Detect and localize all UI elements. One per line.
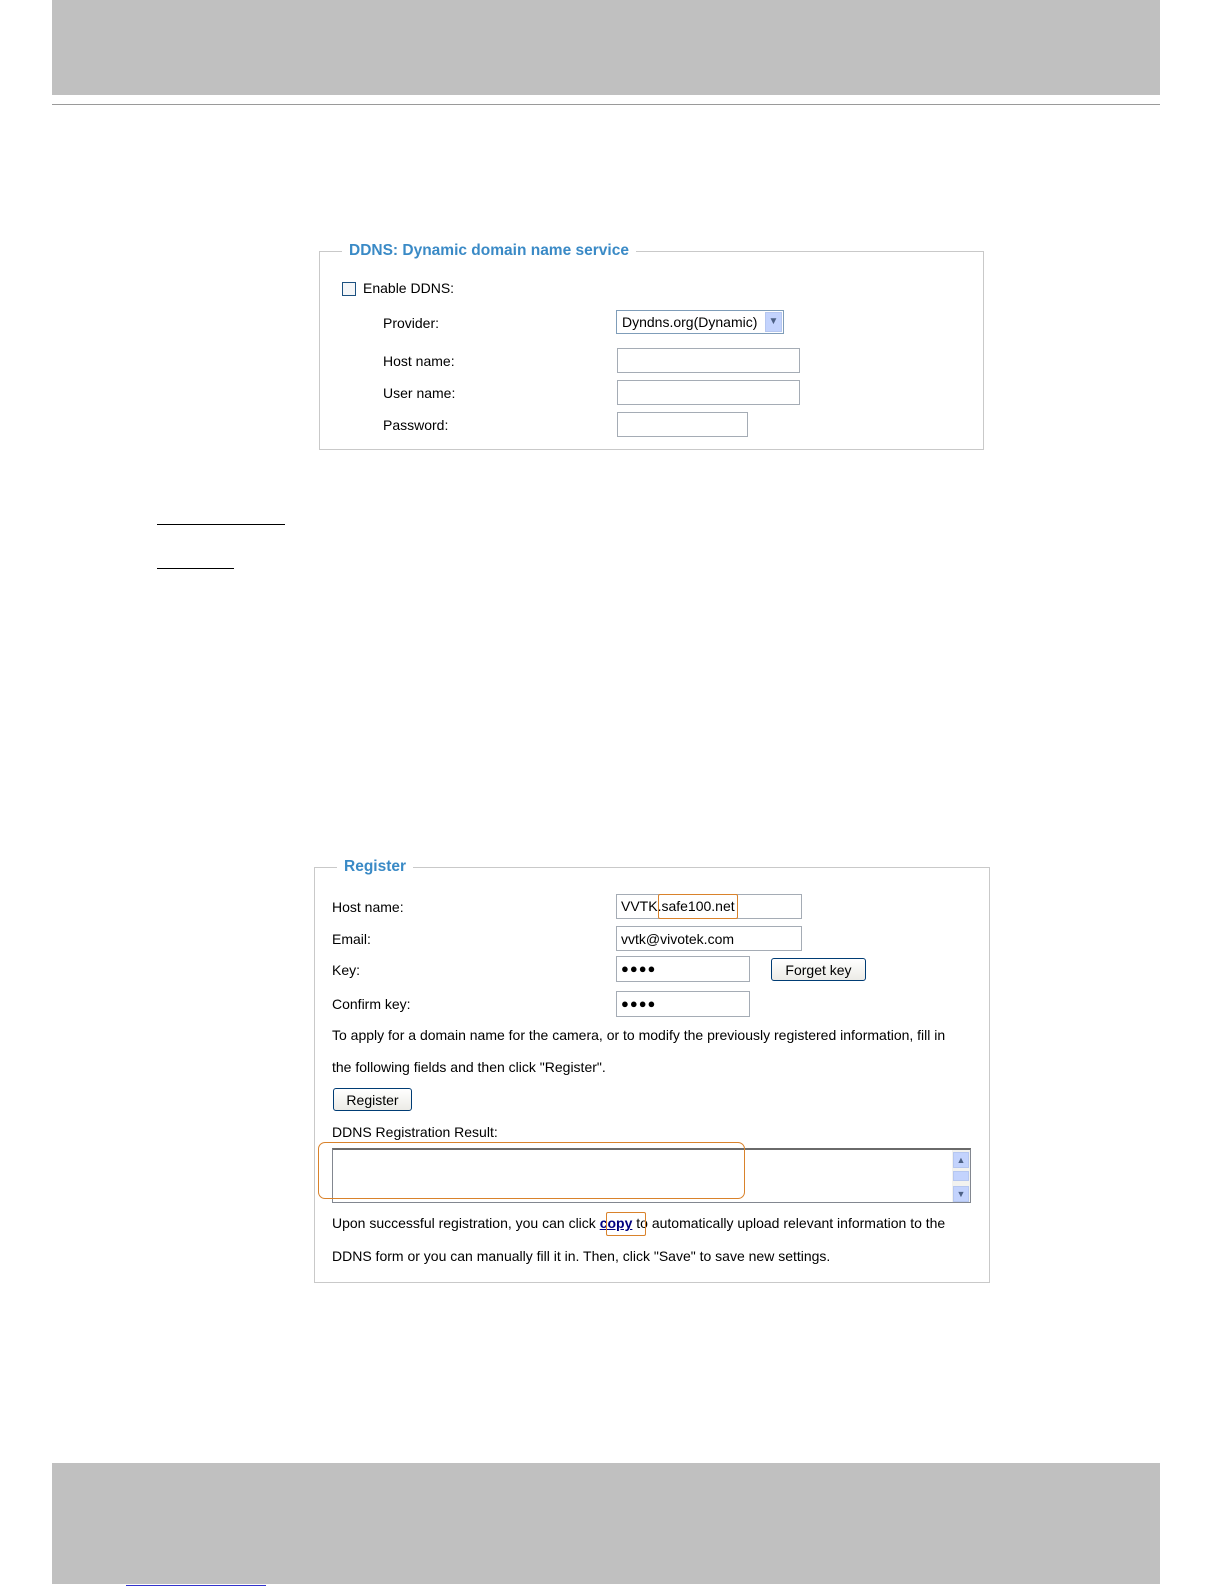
- register-host-input[interactable]: [616, 894, 802, 919]
- instructions-line-1: To apply for a domain name for the camera, or to modify the previously registered information, fill in: [332, 1027, 946, 1043]
- confirm-key-input[interactable]: ●●●●: [616, 991, 750, 1017]
- forget-key-button[interactable]: Forget key: [771, 958, 866, 981]
- provider-select[interactable]: [616, 310, 784, 334]
- user-name-input[interactable]: [617, 380, 800, 405]
- copy-note-after: to automatically upload relevant information to the: [632, 1215, 946, 1231]
- register-panel-title: Register: [344, 858, 407, 875]
- ddns-panel-title: DDNS: Dynamic domain name service: [349, 242, 629, 259]
- provider-label: Provider:: [383, 315, 440, 331]
- scroll-up-icon[interactable]: ▲: [953, 1152, 969, 1168]
- key-label: Key:: [332, 962, 361, 978]
- registration-result-textarea[interactable]: [332, 1148, 971, 1203]
- result-scrollbar[interactable]: [952, 1150, 970, 1202]
- user-name-label: User name:: [383, 385, 456, 401]
- password-input[interactable]: [617, 412, 748, 437]
- enable-ddns-checkbox[interactable]: [342, 282, 356, 296]
- registration-result-label: DDNS Registration Result:: [332, 1124, 498, 1140]
- copy-note-before: Upon successful registration, you can click: [332, 1215, 600, 1231]
- scroll-thumb[interactable]: [953, 1171, 969, 1181]
- instructions-line-2: the following fields and then click "Register".: [332, 1059, 606, 1075]
- header-divider: [52, 104, 1160, 105]
- scroll-down-icon[interactable]: ▼: [953, 1186, 969, 1202]
- register-host-label: Host name:: [332, 899, 404, 915]
- host-name-input[interactable]: [617, 348, 800, 373]
- enable-ddns-label: Enable DDNS:: [363, 280, 455, 296]
- blank-underline-2: [157, 568, 234, 569]
- copy-note-line-2: DDNS form or you can manually fill it in. Then, click "Save" to save new settings.: [332, 1248, 831, 1264]
- blank-underline-1: [157, 524, 285, 525]
- chevron-down-icon[interactable]: ▼: [765, 312, 782, 332]
- footer-band: [52, 1463, 1160, 1584]
- confirm-key-label: Confirm key:: [332, 996, 411, 1012]
- email-label: Email:: [332, 931, 371, 947]
- copy-note-line-1: [332, 1215, 945, 1231]
- password-label: Password:: [383, 417, 449, 433]
- provider-selected-value: Dyndns.org(Dynamic): [622, 314, 758, 330]
- key-input[interactable]: ●●●●: [616, 956, 750, 982]
- copy-link[interactable]: copy: [599, 1215, 633, 1231]
- register-button[interactable]: Register: [333, 1088, 412, 1111]
- host-name-label: Host name:: [383, 353, 455, 369]
- header-band: [52, 0, 1160, 95]
- host-prefix-text: VVTK.: [621, 898, 662, 914]
- email-input[interactable]: [616, 926, 802, 951]
- host-suffix-text: safe100.net: [661, 898, 735, 914]
